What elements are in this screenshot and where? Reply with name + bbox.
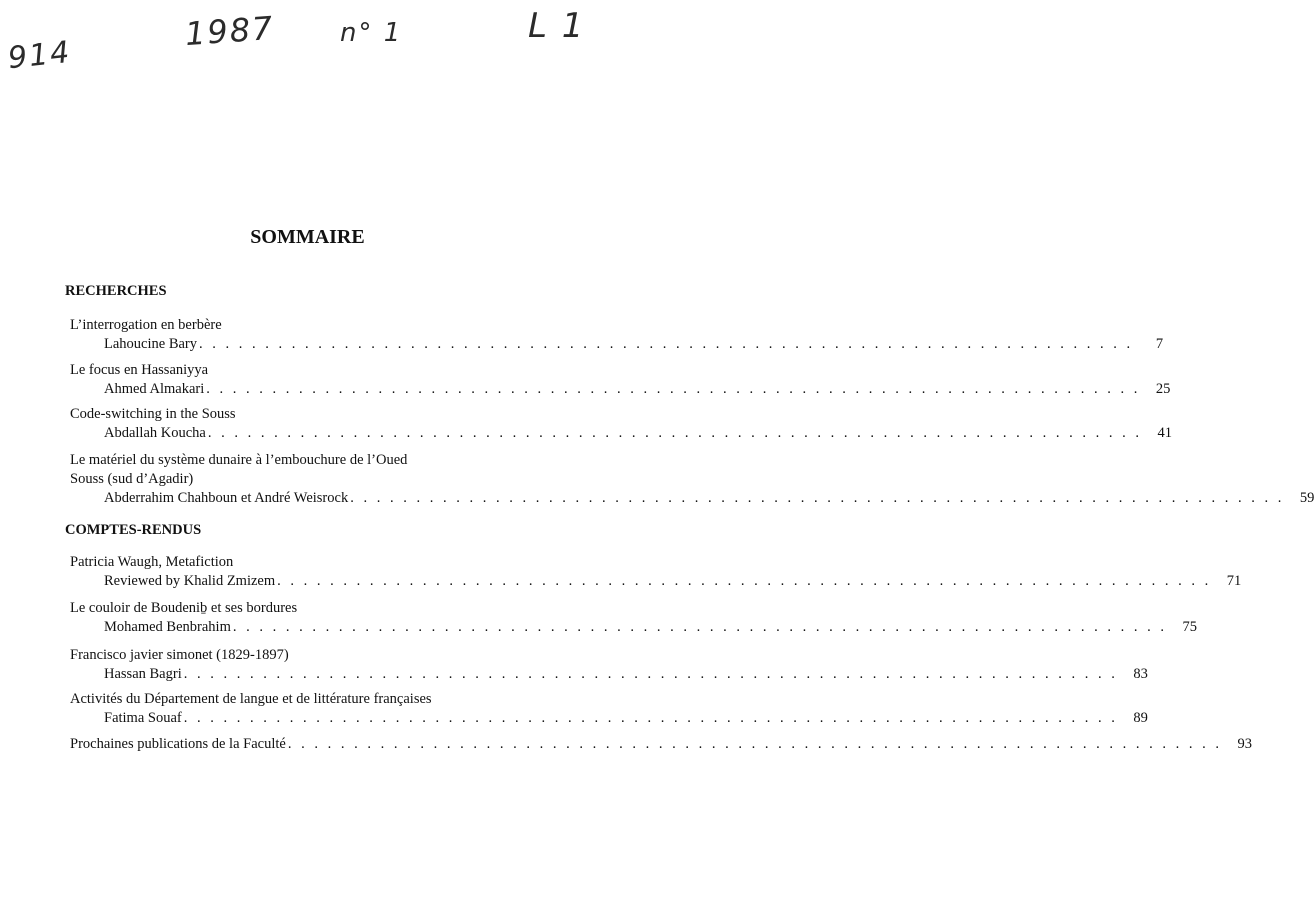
entry-title-continued: Souss (sud d’Agadir) [70, 471, 194, 487]
handwritten-issue-number: n° 1 [340, 18, 403, 48]
entry-title: L’interrogation en berbère [70, 317, 222, 333]
entry-title: Le focus en Hassaniyya [70, 362, 209, 378]
entry-author: Reviewed by Khalid Zmizem [104, 573, 276, 589]
entry-page: 7 [1155, 336, 1164, 352]
leader-dots: . . . . . . . . . . . . . . . . . . . . . . . . . . . . . . . . . . . . . . . . . . . . . . . . . . . . . . . . . . . . . . . . . . . . . . . [183, 666, 1118, 682]
entry-title: Activités du Département de langue et de littérature françaises [70, 691, 432, 707]
entry-page: 83 [1133, 666, 1148, 682]
toc-entry [70, 553, 1242, 591]
leader-dots: . . . . . . . . . . . . . . . . . . . . . . . . . . . . . . . . . . . . . . . . . . . . . . . . . . . . . . . . . . . . . . . . . . . . . . . [207, 425, 1142, 441]
entry-page: 75 [1182, 619, 1197, 635]
toc-entry [70, 690, 1148, 728]
leader-dots: . . . . . . . . . . . . . . . . . . . . . . . . . . . . . . . . . . . . . . . . . . . . . . . . . . . . . . . . . . . . . . . . . . . . . . . [199, 336, 1134, 352]
entry-page: 41 [1157, 425, 1172, 441]
toc-entry [70, 735, 1252, 754]
entry-author: Ahmed Almakari [104, 381, 205, 397]
entry-page: 25 [1155, 381, 1171, 397]
handwritten-note-right: L 1 [528, 6, 586, 46]
handwritten-year: 1987 [183, 8, 276, 54]
leader-dots: . . . . . . . . . . . . . . . . . . . . . . . . . . . . . . . . . . . . . . . . . . . . . . . . . . . . . . . . . . . . . . . . . . . . . . . [206, 381, 1141, 397]
entry-title: Francisco javier simonet (1829-1897) [70, 647, 289, 663]
entry-author: Abderrahim Chahboun et André Weisrock [104, 490, 349, 506]
entry-page: 71 [1226, 573, 1242, 589]
entry-title: Code-switching in the Souss [70, 406, 236, 422]
leader-dots: . . . . . . . . . . . . . . . . . . . . . . . . . . . . . . . . . . . . . . . . . . . . . . . . . . . . . . . . . . . . . . . . . . . . . . . [277, 573, 1212, 589]
leader-dots: . . . . . . . . . . . . . . . . . . . . . . . . . . . . . . . . . . . . . . . . . . . . . . . . . . . . . . . . . . . . . . . . . . . . . . . [232, 619, 1167, 635]
leader-dots: . . . . . . . . . . . . . . . . . . . . . . . . . . . . . . . . . . . . . . . . . . . . . . . . . . . . . . . . . . . . . . . . . . . . . . . [350, 490, 1285, 506]
leader-dots: . . . . . . . . . . . . . . . . . . . . . . . . . . . . . . . . . . . . . . . . . . . . . . . . . . . . . . . . . . . . . . . . . . . . . . . [287, 736, 1222, 752]
entry-title: Prochaines publications de la Faculté [70, 736, 286, 752]
entry-author: Abdallah Koucha [104, 425, 206, 441]
toc-entry [70, 599, 1197, 637]
leader-dots: . . . . . . . . . . . . . . . . . . . . . . . . . . . . . . . . . . . . . . . . . . . . . . . . . . . . . . . . . . . . . . . . . . . . . . . [183, 710, 1118, 726]
entry-page: 93 [1237, 736, 1252, 752]
section-heading-recherches: RECHERCHES [65, 283, 167, 299]
handwritten-note-left: 914 [6, 34, 73, 77]
entry-author: Lahoucine Bary [104, 336, 198, 352]
entry-page: 89 [1133, 710, 1148, 726]
toc-entry [70, 361, 1171, 399]
entry-title: Le couloir de Boudeniḇ et ses bordures [70, 600, 298, 616]
entry-author: Hassan Bagri [104, 666, 182, 682]
section-heading-comptes-rendus: COMPTES-RENDUS [65, 522, 202, 538]
toc-entry [70, 451, 1314, 508]
entry-title: Patricia Waugh, Metafiction [70, 554, 234, 570]
page-title: SOMMAIRE [250, 226, 365, 248]
toc-entry [70, 405, 1172, 443]
entry-author: Fatima Souaf [104, 710, 182, 726]
toc-entry [70, 316, 1164, 354]
entry-author: Mohamed Benbrahim [104, 619, 231, 635]
toc-entry [70, 646, 1148, 684]
entry-page: 59 [1299, 490, 1314, 506]
entry-title: Le matériel du système dunaire à l’embouchure de l’Oued [70, 452, 408, 468]
